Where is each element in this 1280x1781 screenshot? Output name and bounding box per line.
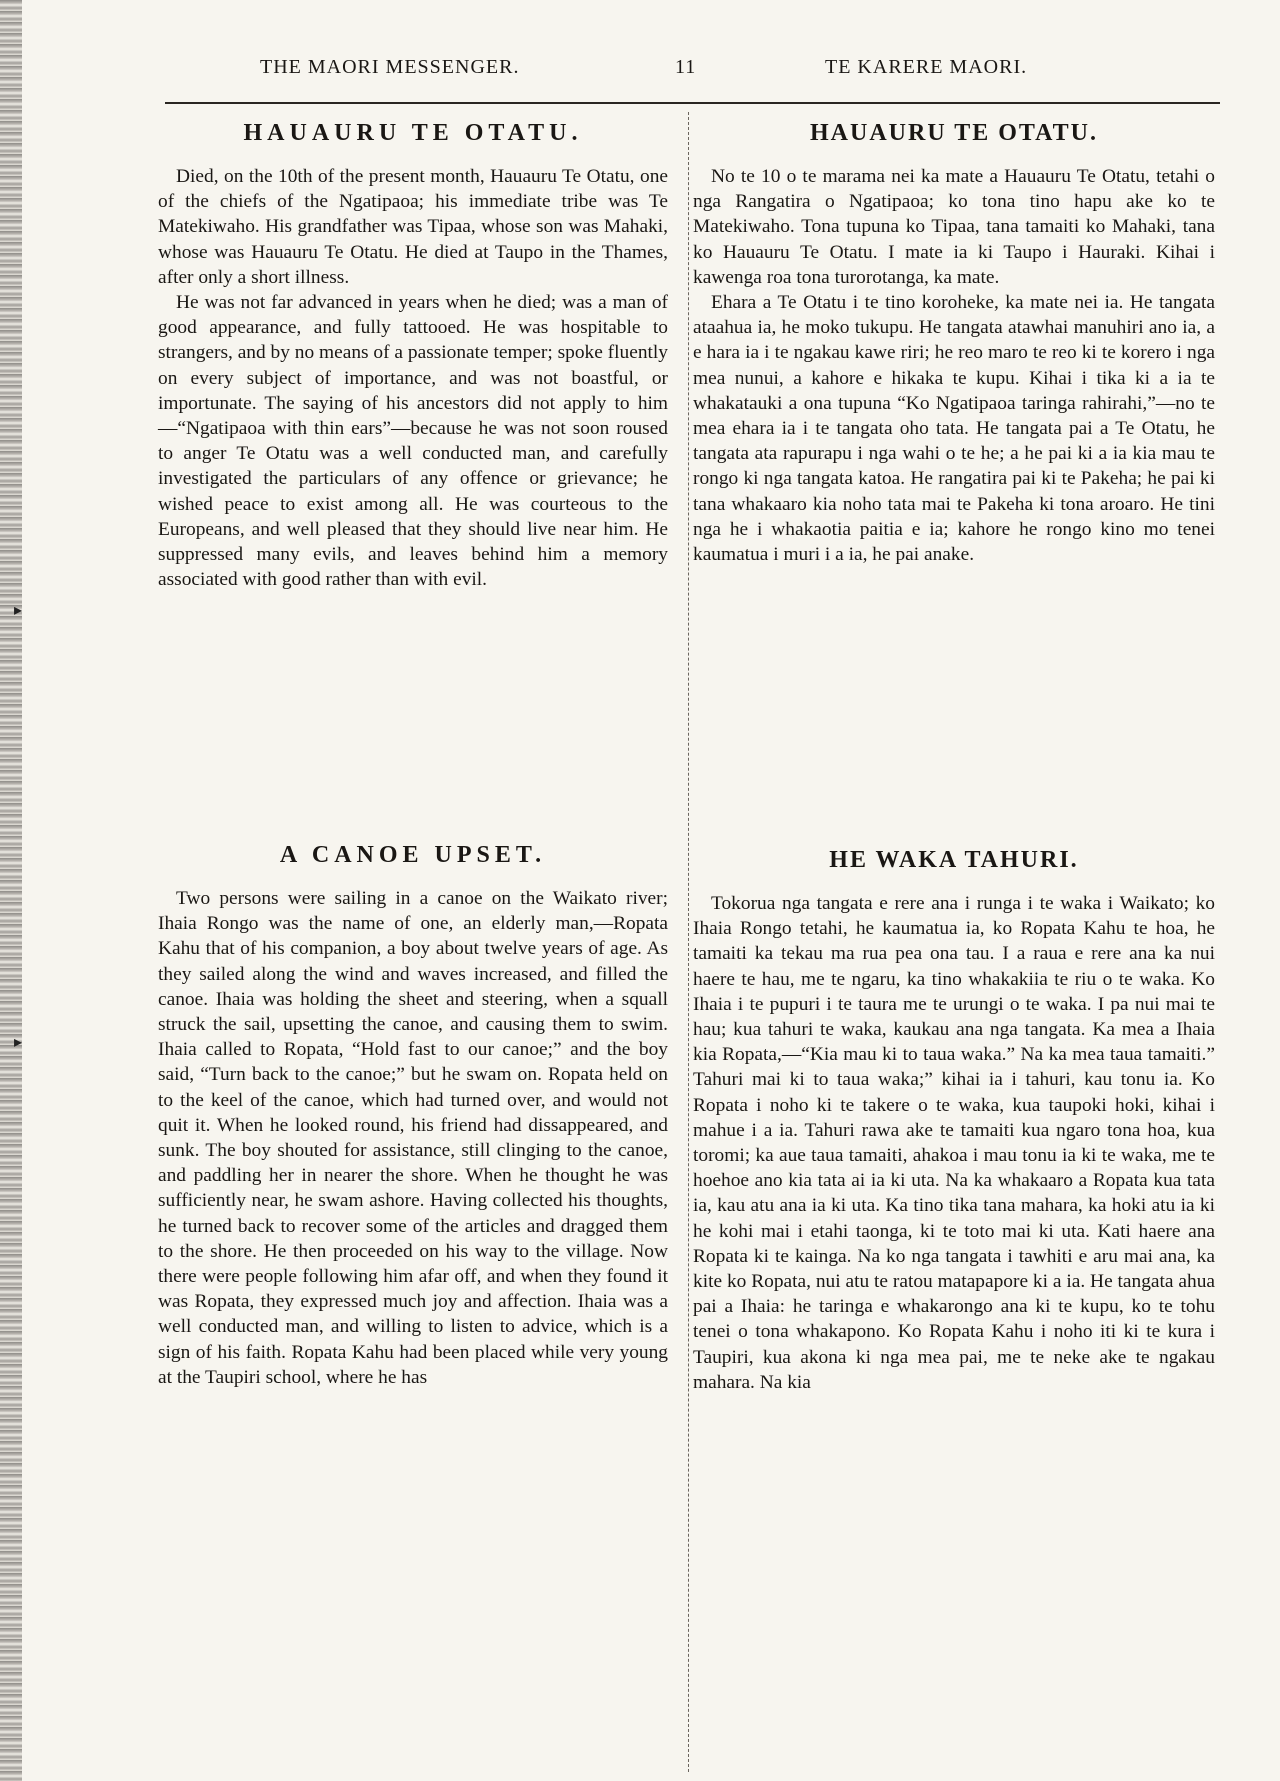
maori-column (693, 118, 1215, 567)
english-column (158, 118, 668, 592)
english-article2-title: A CANOE UPSET. (279, 842, 547, 868)
running-head (160, 56, 1220, 90)
header-rule (165, 102, 1220, 104)
newspaper-title-english: THE MAORI MESSENGER. (260, 56, 520, 78)
maori-article1-paragraph: Ehara a Te Otatu i te tino koroheke, ka mate nei ia. He tangata ataahua ia, he moko tukupu. He tangata atawhai manuhiri ano ia, a e hara ia i te ngakau kawe riri; he reo maro te reo ki te korero i nga mea nunui, a kahore e hikaka te kupu. Kihai i tika ki a ia te whakatauki a ona tupuna “Ko Ngatipaoa taringa rahirahi,”—no te mea ehara ia i te tangata oho tata. He tangata pai a Te Otatu, he tangata ata rapurapu i nga wahi o te he; a he pai ki a ia kia mau te rongo ki nga tangata katoa. He rangatira pai ki te Pakeha; he pai ki tana whakaaro kia noho tata mai te Pakeha ki tona aroaro. He tini nga he i whakaotia paitia e ia; kahore he rongo kino mo tenei kaumatua i muri i a ia, he pai anake. (693, 292, 1215, 566)
english-article2-paragraph: Two persons were sailing in a canoe on the Waikato river; Ihaia Rongo was the name of one, an elderly man,—Ropata Kahu that of his companion, a boy about twelve years of age. As they sailed along the wind and waves increased, and filled the canoe. Ihaia was holding the sheet and steering, when a squall struck the sail, upsetting the canoe, and causing them to swim. Ihaia called to Ropata, “Hold fast to our canoe;” and the boy said, “Turn back to the canoe;” but he swam on. Ropata held on to the keel of the canoe, which had turned over, and would not quit it. When he looked round, his friend had dissappeared, and sunk. The boy shouted for assistance, still clinging to the canoe, and paddling her in nearer the shore. When he thought he was sufficiently near, he swam ashore. Having collected his thoughts, he turned back to recover some of the articles and dragged them to the shore. He then proceeded on his way to the village. Now there were people following him afar off, and when they found it was Ropata, they expressed much joy and affection. Ihaia was a well conducted man, and willing to listen to advice, which is a sign of his faith. Ropata Kahu had been placed while very young at the Taupiri school, where he has (158, 888, 668, 1388)
english-column-lower (158, 840, 668, 1390)
english-article1-paragraph: He was not far advanced in years when he died; was a man of good appearance, and fully tattooed. He was hospitable to strangers, and by no means of a passionate temper; spoke fluently on every subject of importance, and was not boastful, or importunate. The saying of his ancestors did not apply to him—“Ngatipaoa with thin ears”—because he was not soon roused to anger Te Otatu was a well conducted man, and carefully investigated the particulars of any offence or grievance; he wished peace to exist among all. He was courteous to the Europeans, and well pleased that they should live near him. He suppressed many evils, and leaves behind him a memory associated with good rather than with evil. (158, 292, 668, 591)
column-divider (688, 112, 689, 1772)
newspaper-title-maori: TE KARERE MAORI. (825, 56, 1028, 78)
maori-column-lower (693, 845, 1215, 1395)
english-article1-title: HAUAURU TE OTATU. (243, 120, 583, 146)
margin-mark: ▸ (14, 1032, 23, 1051)
english-article1-paragraph: Died, on the 10th of the present month, Hauauru Te Otatu, one of the chiefs of the Ngatipaoa; his immediate tribe was Te Matekiwaho. His grandfather was Tipaa, whose son was Mahaki, whose was Hauauru Te Otatu. He died at Taupo in the Thames, after only a short illness. (158, 166, 668, 288)
margin-mark: ▸ (14, 600, 23, 619)
maori-article2-title: HE WAKA TAHURI. (829, 847, 1079, 873)
page-number: 11 (675, 56, 697, 78)
maori-article1-title: HAUAURU TE OTATU. (809, 120, 1099, 146)
maori-article1-paragraph: No te 10 o te marama nei ka mate a Hauauru Te Otatu, tetahi o nga Rangatira o Ngatipaoa; ko tona tino hapu ake ko te Matekiwaho. Tona tupuna ko Tipaa, tana tamaiti ko Mahaki, tana ko Hauauru Te Otatu. I mate ia ki Taupo i Hauraki. Kihai i kawenga roa tona turorotanga, ka mate. (693, 166, 1215, 288)
maori-article2-paragraph: Tokorua nga tangata e rere ana i runga i te waka i Waikato; ko Ihaia Rongo tetahi, he kaumatua ia, ko Ropata Kahu te hoa, he tamaiti ka tekau ma rua pea ona tau. I a raua e rere ana ka nui haere te hau, me te ngaru, ka tino whakakiia te riu o te waka. Ko Ihaia i te pupuri i te taura me te urungi o te waka. I pa nui mai te hau; kua tahuri te waka, kaukau ana nga tangata. Ka mea a Ihaia kia Ropata,—“Kia mau ki to taua waka.” Na ka mea taua tamaiti.” Tahuri mai ki to taua waka;” kihai ia i tahuri, kau tonu ia. Ko Ropata i noho ki te takere o te waka, kua taupoki hoki, kihai i mahue i a ia. Tahuri rawa ake te tamaiti kua ngaro tona hoa, kua toromi; ka aue taua tamaiti, ahakoa i mau tonu ia ki te waka, me te hoehoe ano kia tata ai ia ki uta. Na ka whakaaro a Ropata kua tata ia, kau atu ana ia ki uta. Ka tino tika tana mahara, ka hoki atu ia ki he kohi mai i etahi taonga, ki te toto mai ki uta. Kati haere ana Ropata ki te kainga. Na ko nga tangata i tawhiti e aru mai ana, ka kite ko Ropata, nui atu te ratou matapapore ki a ia. He tangata ahua pai a Ihaia: he taringa e whakarongo ana ki te kupu, ko te tohu tenei o tona whakapono. Ko Ropata Kahu i noho iti ki te kura i Taupiri, kua akona ki nga mea pai, me te neke ake te ngakau mahara. Na kia (693, 893, 1215, 1393)
scan-edge (0, 0, 22, 1781)
